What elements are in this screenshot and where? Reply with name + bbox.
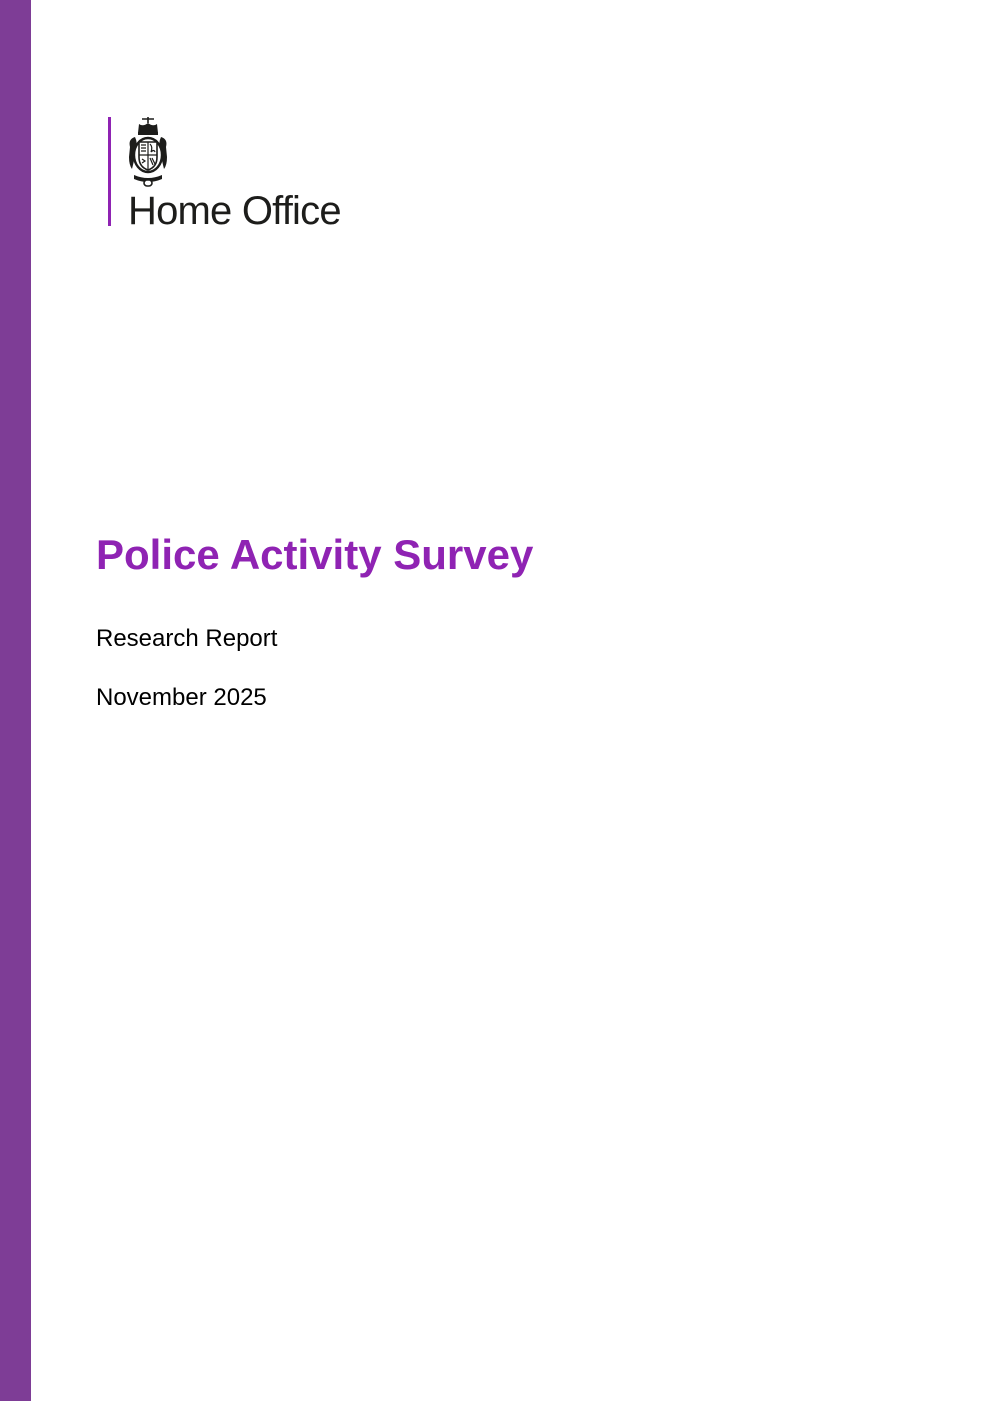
home-office-logo — [108, 117, 378, 233]
logo-organisation-name: Home Office — [128, 189, 341, 233]
publication-date: November 2025 — [96, 684, 267, 711]
document-type: Research Report — [96, 625, 278, 652]
royal-coat-of-arms-icon — [126, 117, 170, 189]
side-colour-band — [0, 0, 31, 1401]
document-title: Police Activity Survey — [96, 531, 534, 578]
logo-divider-rule — [108, 117, 111, 226]
